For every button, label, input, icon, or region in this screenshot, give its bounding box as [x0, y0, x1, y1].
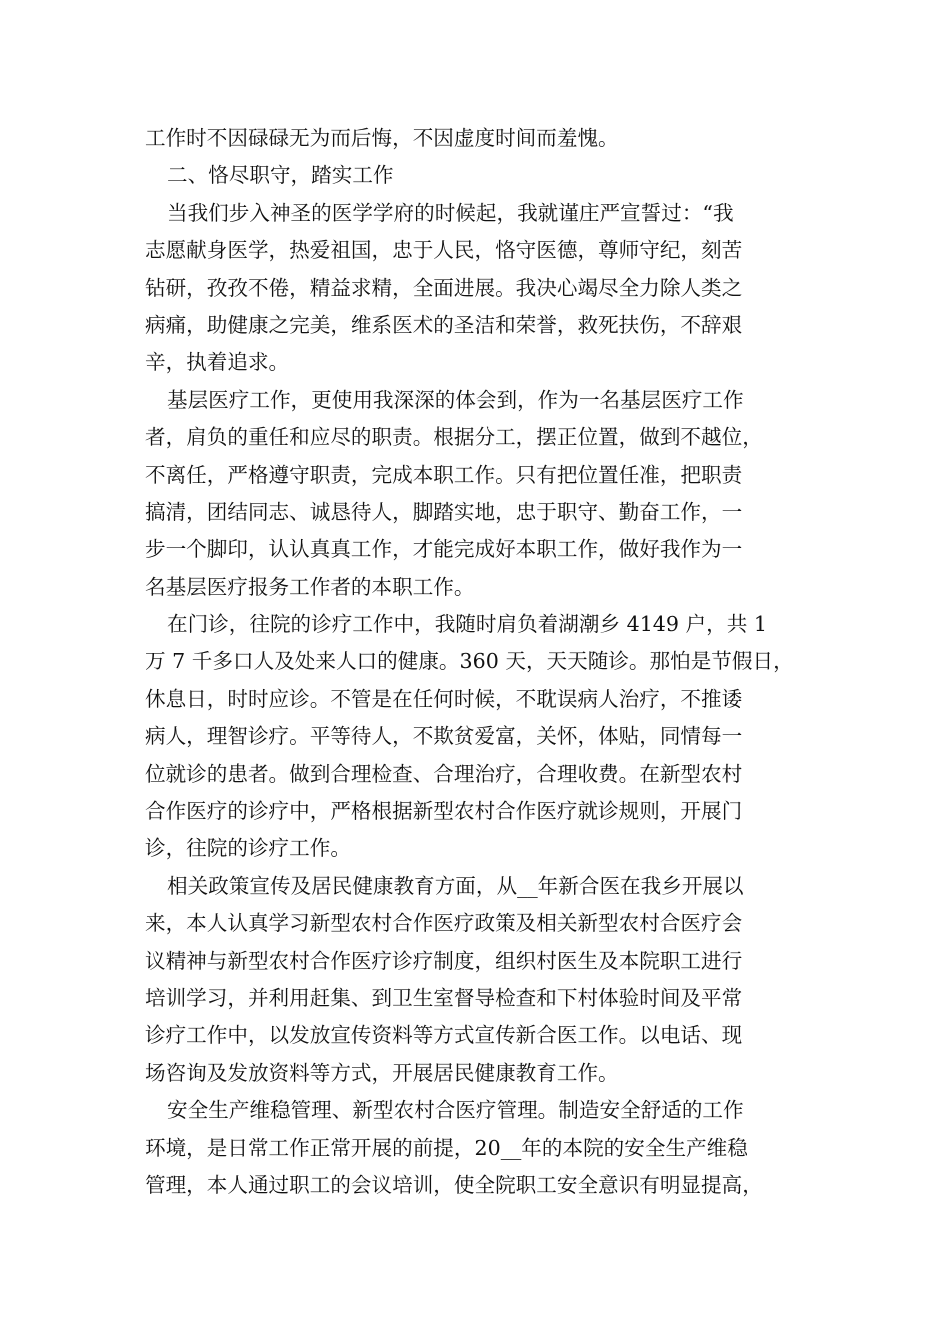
text-line: 休息日，时时应诊。不管是在任何时候，不耽误病人治疗，不推诿 — [145, 686, 743, 711]
text-line: 培训学习，并利用赶集、到卫生室督导检查和下村体验时间及平常 — [145, 985, 743, 1010]
text-line: 步一个脚印，认认真真工作，才能完成好本职工作，做好我作为一 — [145, 537, 743, 562]
text-line: 钻研，孜孜不倦，精益求精，全面进展。我决心竭尽全力除人类之 — [145, 275, 743, 300]
text-line: 当我们步入神圣的医学学府的时候起，我就谨庄严宣誓过：“我 — [167, 200, 734, 225]
text-line: 议精神与新型农村合作医疗诊疗制度，组织村医生及本院职工进行 — [145, 948, 743, 973]
text-line: 安全生产维稳管理、新型农村合医疗管理。制造安全舒适的工作 — [167, 1098, 744, 1123]
text-line: 病人，理智诊疗。平等待人，不欺贫爱富，关怀，体贴，同情每一 — [145, 724, 743, 749]
text-line: 志愿献身医学，热爱祖国，忠于人民，恪守医德，尊师守纪，刻苦 — [145, 238, 743, 263]
text-line: 不离任，严格遵守职责，完成本职工作。只有把位置任准，把职责 — [145, 462, 743, 487]
text-line: 者，肩负的重任和应尽的职责。根据分工，摆正位置，做到不越位， — [145, 425, 763, 450]
section-heading: 二、恪尽职守，踏实工作 — [167, 163, 394, 188]
text-line: 工作时不因碌碌无为而后悔，不因虚度时间而羞愧。 — [145, 126, 619, 150]
document-body — [145, 120, 817, 1204]
text-line: 诊疗工作中，以发放宣传资料等方式宣传新合医工作。以电话、现 — [145, 1023, 743, 1048]
text-line: 场咨询及发放资料等方式，开展居民健康教育工作。 — [145, 1060, 619, 1085]
text-line: 搞清，团结同志、诚恳待人，脚踏实地，忠于职守、勤奋工作，一 — [145, 499, 743, 524]
text-line: 万 7 千多口人及处来人口的健康。360 天，天天随诊。那怕是节假日， — [145, 649, 794, 674]
text-line: 在门诊，往院的诊疗工作中，我随时肩负着湖潮乡 4149 户，共 1 — [167, 612, 767, 637]
text-line: 合作医疗的诊疗中，严格根据新型农村合作医疗就诊规则，开展门 — [145, 799, 743, 824]
text-line: 辛，执着追求。 — [145, 350, 290, 375]
text-line: 基层医疗工作，更使用我深深的体会到，作为一名基层医疗工作 — [167, 387, 744, 412]
text-line: 来，本人认真学习新型农村合作医疗政策及相关新型农村合医疗会 — [145, 911, 743, 936]
text-line: 环境，是日常工作正常开展的前提，20__年的本院的安全生产维稳 — [145, 1135, 748, 1160]
text-line: 诊，往院的诊疗工作。 — [145, 836, 351, 861]
text-line: 相关政策宣传及居民健康教育方面，从__年新合医在我乡开展以 — [167, 873, 744, 898]
text-line: 位就诊的患者。做到合理检查、合理治疗，合理收费。在新型农村 — [145, 761, 743, 786]
text-line: 病痛，助健康之完美，维系医术的圣洁和荣誉，救死扶伤，不辞艰 — [145, 312, 743, 337]
text-line: 名基层医疗报务工作者的本职工作。 — [145, 574, 475, 599]
text-line: 管理，本人通过职工的会议培训，使全院职工安全意识有明显提高， — [145, 1172, 763, 1197]
